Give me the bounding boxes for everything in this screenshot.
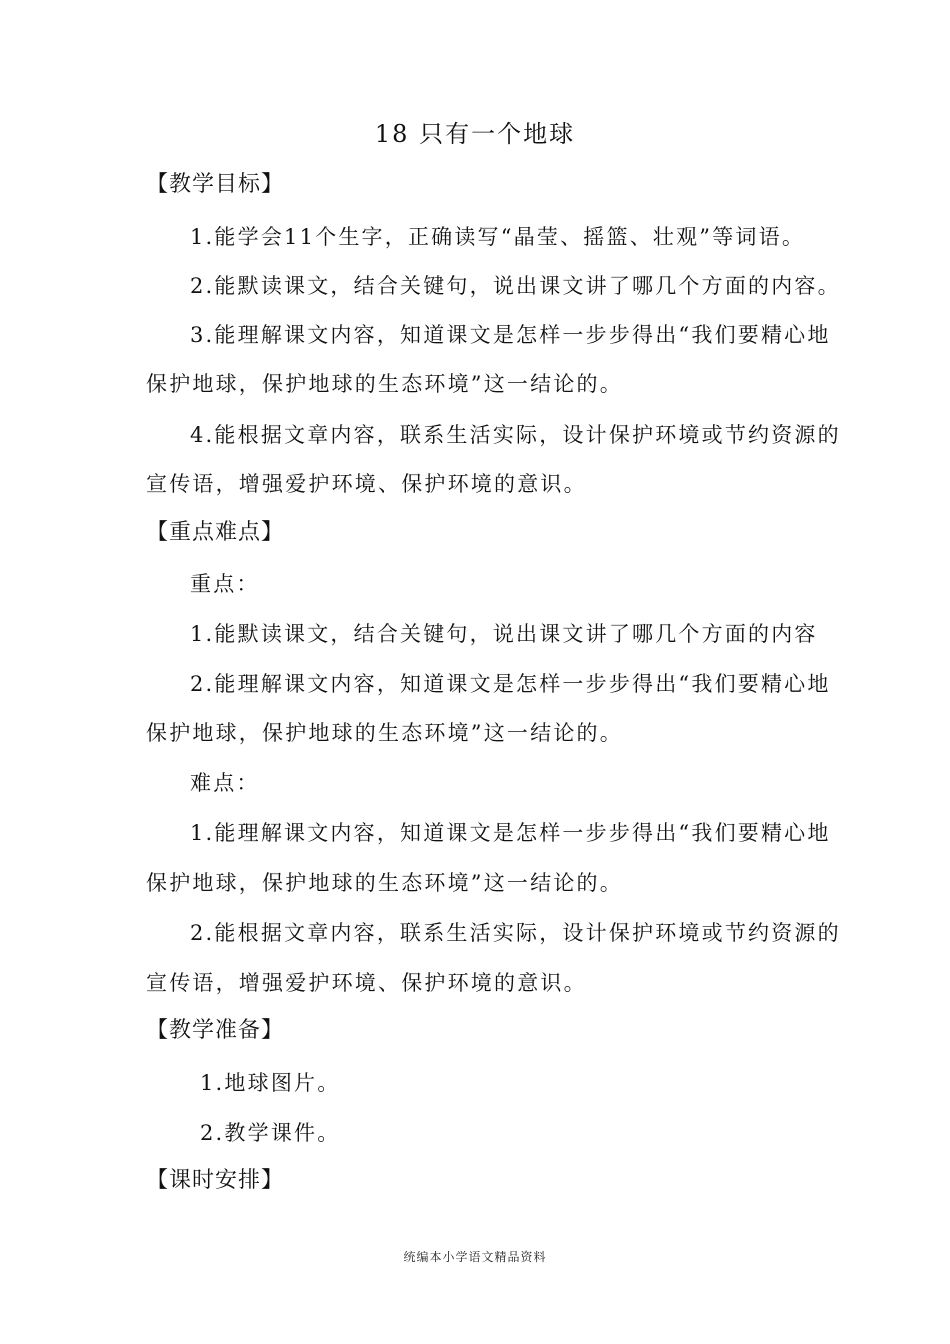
- objective-1: 1.能学会11个生字，正确读写“晶莹、摇篮、壮观”等词语。: [190, 225, 806, 249]
- section-heading-preparation: 【教学准备】: [146, 1018, 285, 1043]
- difficult-label: 难点：: [190, 771, 260, 795]
- preparation-item-1: 1.地球图片。: [200, 1071, 341, 1095]
- key-point-1: 1.能默读课文，结合关键句，说出课文讲了哪几个方面的内容: [190, 622, 818, 646]
- objective-4-line-2: 宣传语，增强爱护环境、保护环境的意识。: [146, 472, 587, 496]
- key-point-2-line-2: 保护地球，保护地球的生态环境”这一结论的。: [146, 721, 623, 745]
- objective-2: 2.能默读课文，结合关键句，说出课文讲了哪几个方面的内容。: [190, 274, 841, 298]
- preparation-item-2: 2.教学课件。: [200, 1121, 341, 1145]
- objective-3-line-1: 3.能理解课文内容，知道课文是怎样一步步得出“我们要精心地: [190, 323, 831, 347]
- page-footer: 统编本小学语文精品资料: [403, 1250, 547, 1264]
- key-point-2-line-1: 2.能理解课文内容，知道课文是怎样一步步得出“我们要精心地: [190, 672, 831, 696]
- difficult-point-2-line-1: 2.能根据文章内容，联系生活实际，设计保护环境或节约资源的: [190, 921, 841, 945]
- objective-3-line-2: 保护地球，保护地球的生态环境”这一结论的。: [146, 372, 623, 396]
- page-title: 18 只有一个地球: [374, 120, 576, 148]
- difficult-point-1-line-2: 保护地球，保护地球的生态环境”这一结论的。: [146, 871, 623, 895]
- difficult-point-1-line-1: 1.能理解课文内容，知道课文是怎样一步步得出“我们要精心地: [190, 821, 831, 845]
- difficult-point-2-line-2: 宣传语，增强爱护环境、保护环境的意识。: [146, 971, 587, 995]
- objective-4-line-1: 4.能根据文章内容，联系生活实际，设计保护环境或节约资源的: [190, 423, 841, 447]
- section-heading-schedule: 【课时安排】: [146, 1168, 285, 1193]
- section-heading-key-points: 【重点难点】: [146, 520, 285, 545]
- section-heading-objectives: 【教学目标】: [146, 172, 285, 197]
- key-label: 重点：: [190, 572, 260, 596]
